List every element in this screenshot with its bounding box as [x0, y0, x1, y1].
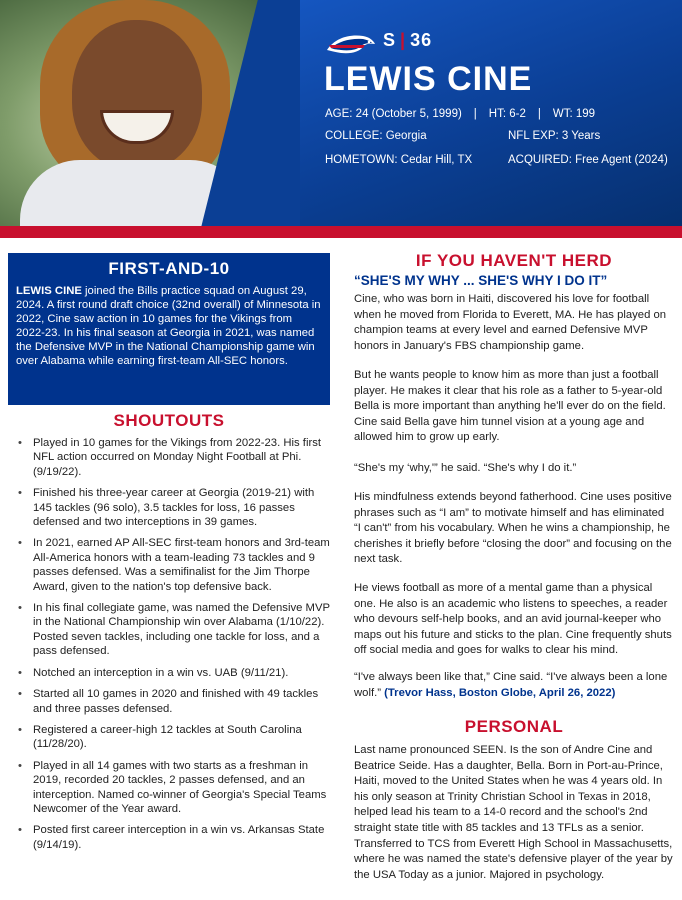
story-paragraph: But he wants people to know him as more than just a football player. He makes it clear that his role as a father to 5-year-old Bella is more important than anything he'll ever do on the field. Cine said Bella gave him tunnel vision at a young age and allowed him to grow up early.	[354, 369, 666, 444]
player-nfl-exp: NFL EXP: 3 Years	[508, 130, 601, 142]
story-paragraph: Cine, who was born in Haiti, discovered his love for football when he moved from Florida to Everett, MA. He has played on champion teams at every level and earned Defensive MVP honors in January's FBS championship game.	[354, 293, 667, 352]
player-height: HT: 6-2	[488, 108, 526, 120]
position-separator: |	[400, 30, 407, 50]
shoutout-item: • Registered a career-high 12 tackles at South Carolina (11/28/20).	[16, 723, 334, 752]
story-paragraph: His mindfulness extends beyond fatherhood. Cine uses positive phrases such as “I am” to motivate himself and has eliminated “I can't” from his vocabulary. When he wins a championship, he cherishes it briefly before “closing the door” and focusing on the next task.	[354, 491, 672, 566]
shoutouts-title: SHOUTOUTS	[113, 411, 225, 430]
shoutout-item: • Posted first career interception in a win vs. Arkansas State (9/14/19).	[16, 823, 334, 852]
quote-citation: (Trevor Hass, Boston Globe, April 26, 2022)	[384, 686, 616, 699]
first-and-10-lead: LEWIS CINE	[16, 285, 82, 297]
quote-text: “I've always been like that,” Cine said. “I've always been a lone wolf.”	[354, 671, 668, 699]
first-and-10-title: FIRST-AND-10	[108, 259, 230, 278]
position: S	[383, 30, 397, 50]
bills-logo-icon	[325, 30, 377, 58]
info-separator: |	[473, 108, 477, 120]
story-paragraph: “She's my ‘why,'” he said. “She's why I do it.”	[354, 462, 577, 474]
player-name: LEWIS CINE	[324, 60, 533, 98]
player-weight: WT: 199	[552, 108, 596, 120]
position-number	[383, 30, 432, 51]
player-photo	[0, 0, 300, 226]
shoutout-item: • Started all 10 games in 2020 and finished with 49 tackles and three passes defensed.	[16, 687, 334, 716]
shoutouts-list	[16, 436, 334, 859]
player-hometown: HOMETOWN: Cedar Hill, TX	[325, 154, 473, 166]
shoutout-item: • Played in 10 games for the Vikings from 2022-23. His first NFL action occurred on Monday Night Football at Phi. (9/19/22).	[16, 436, 334, 479]
personal-title: PERSONAL	[464, 717, 564, 736]
story-headline: “SHE'S MY WHY ... SHE'S WHY I DO IT”	[354, 273, 608, 288]
shoutout-item: • In 2021, earned AP All-SEC first-team honors and 3rd-team All-America honors with a team-leading 73 tackles and 9 passes defensed. Was a semifinalist for the Jim Thorpe Award, given to the nation's top defensive back.	[16, 536, 334, 594]
first-and-10-text	[16, 284, 322, 368]
bio-line-1	[325, 108, 595, 120]
personal-text: Last name pronounced SEEN. Is the son of Andre Cine and Beatrice Seide. Has a daughter, Bella. Born in Port-au-Prince, Haiti, moved to the United States when he was 4 years old. In his only season at Trinity Christian School in Texas in 2018, helped lead his team to a 14-0 record and the school's 2nd straight state title with 85 tackles and 13 TFLs as a senior. Transferred to TCS from Everett High School in Massachusetts, where he was named the state's defensive player of the year by the USA Today as a junior. Majored in psychology.	[354, 744, 673, 881]
player-header	[0, 0, 682, 226]
shoutout-item: • In his final collegiate game, was named the Defensive MVP in the National Championship win over Alabama (1/10/22). Posted seven tackles, including one tackle for loss, and a pass defensed.	[16, 601, 334, 659]
jersey-number: 36	[410, 30, 433, 50]
if-you-havent-herd-title: IF YOU HAVEN'T HERD	[415, 251, 613, 270]
story-quote	[354, 670, 674, 701]
header-red-stripe	[0, 226, 682, 238]
story-paragraph: He views football as more of a mental game than a physical one. He also is an academic who listens to speeches, a reader who devours self-help books, and an avid journal-keeper who maps out his future and sticks to the plan. Cine frequently shuts off social media and goes for walks to clear his mind.	[354, 582, 672, 657]
photo-face	[72, 20, 202, 170]
player-college: COLLEGE: Georgia	[325, 130, 427, 142]
first-and-10-box	[8, 253, 330, 405]
shoutout-item: • Finished his three-year career at Georgia (2019-21) with 145 tackles (96 solo), 3.5 tackles for loss, 16 passes defensed and two interceptions in 39 games.	[16, 486, 334, 529]
shoutout-item: • Played in all 14 games with two starts as a freshman in 2019, recorded 20 tackles, 2 passes defensed, and an interception. Named co-winner of Georgia's Special Teams Newcomer of the Year award.	[16, 759, 334, 817]
info-separator: |	[537, 108, 541, 120]
player-age: AGE: 24 (October 5, 1999)	[325, 108, 462, 120]
first-and-10-body: joined the Bills practice squad on August 29, 2024. A first round draft choice (32nd overall) of Minnesota in 2022, Cine saw action in 10 games for the Vikings from 2022-23. In his final season at Georgia in 2021, was named the Defensive MVP in the National Championship game win over Alabama while earning first-team All-SEC honors.	[16, 285, 321, 367]
player-acquired: ACQUIRED: Free Agent (2024)	[508, 154, 668, 166]
shoutout-item: • Notched an interception in a win vs. UAB (9/11/21).	[16, 666, 334, 680]
